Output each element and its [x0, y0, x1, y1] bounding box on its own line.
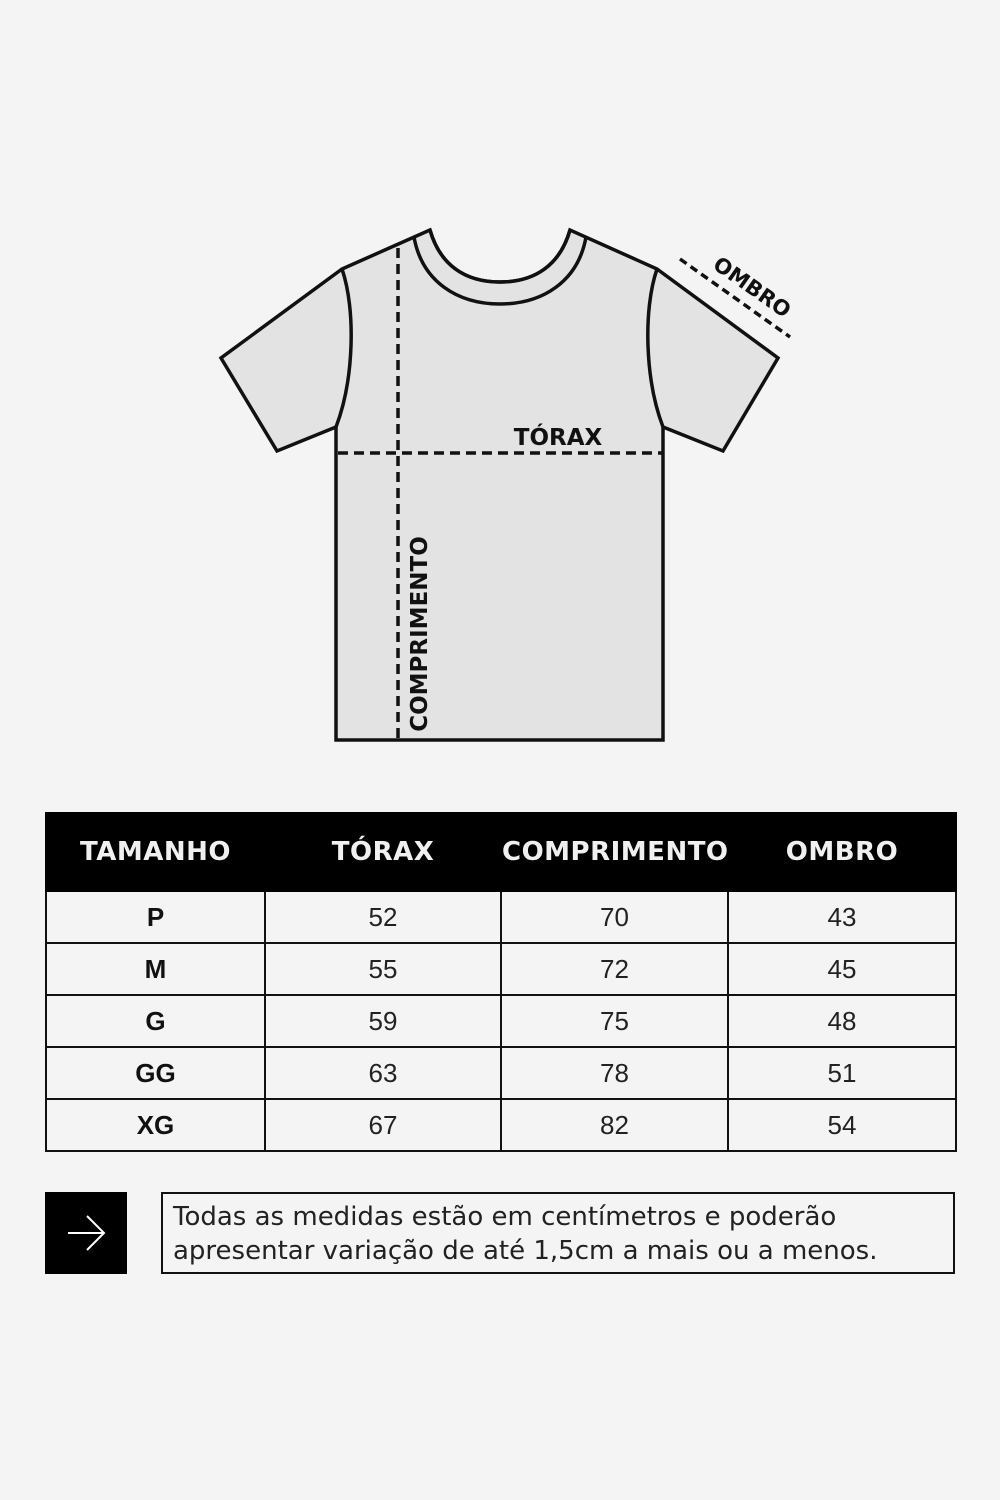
comprimento-cell: 70 — [501, 891, 728, 943]
size-cell: M — [46, 943, 265, 995]
ombro-cell: 48 — [728, 995, 956, 1047]
comprimento-cell: 82 — [501, 1099, 728, 1151]
table-row — [46, 1099, 956, 1151]
torax-cell: 55 — [265, 943, 501, 995]
note-line-2: apresentar variação de até 1,5cm a mais ou a menos. — [173, 1236, 878, 1266]
comprimento-diagram-label: COMPRIMENTO — [407, 536, 433, 732]
comprimento-cell: 75 — [501, 995, 728, 1047]
arrow-right-icon — [45, 1192, 127, 1274]
header-comprimento: COMPRIMENTO — [501, 813, 728, 891]
table-row — [46, 995, 956, 1047]
torax-cell: 63 — [265, 1047, 501, 1099]
size-cell: GG — [46, 1047, 265, 1099]
ombro-diagram-label: OMBRO — [708, 251, 796, 323]
note-line-1: Todas as medidas estão em centímetros e poderão — [173, 1202, 837, 1232]
table-row — [46, 943, 956, 995]
header-ombro: OMBRO — [728, 813, 956, 891]
size-cell: G — [46, 995, 265, 1047]
ombro-cell: 45 — [728, 943, 956, 995]
comprimento-cell: 78 — [501, 1047, 728, 1099]
size-cell: P — [46, 891, 265, 943]
header-tamanho: TAMANHO — [46, 813, 265, 891]
ombro-cell: 43 — [728, 891, 956, 943]
torax-cell: 67 — [265, 1099, 501, 1151]
ombro-cell: 51 — [728, 1047, 956, 1099]
comprimento-cell: 72 — [501, 943, 728, 995]
header-torax: TÓRAX — [265, 813, 501, 891]
size-cell: XG — [46, 1099, 265, 1151]
size-table — [45, 812, 957, 1152]
torax-diagram-label: TÓRAX — [513, 425, 603, 451]
arrow-box — [45, 1192, 127, 1274]
ombro-cell: 54 — [728, 1099, 956, 1151]
torax-cell: 52 — [265, 891, 501, 943]
table-row — [46, 1047, 956, 1099]
tshirt-outline — [221, 230, 778, 740]
torax-cell: 59 — [265, 995, 501, 1047]
table-row — [46, 891, 956, 943]
table-header-row — [46, 813, 956, 891]
measurement-note — [161, 1192, 955, 1274]
